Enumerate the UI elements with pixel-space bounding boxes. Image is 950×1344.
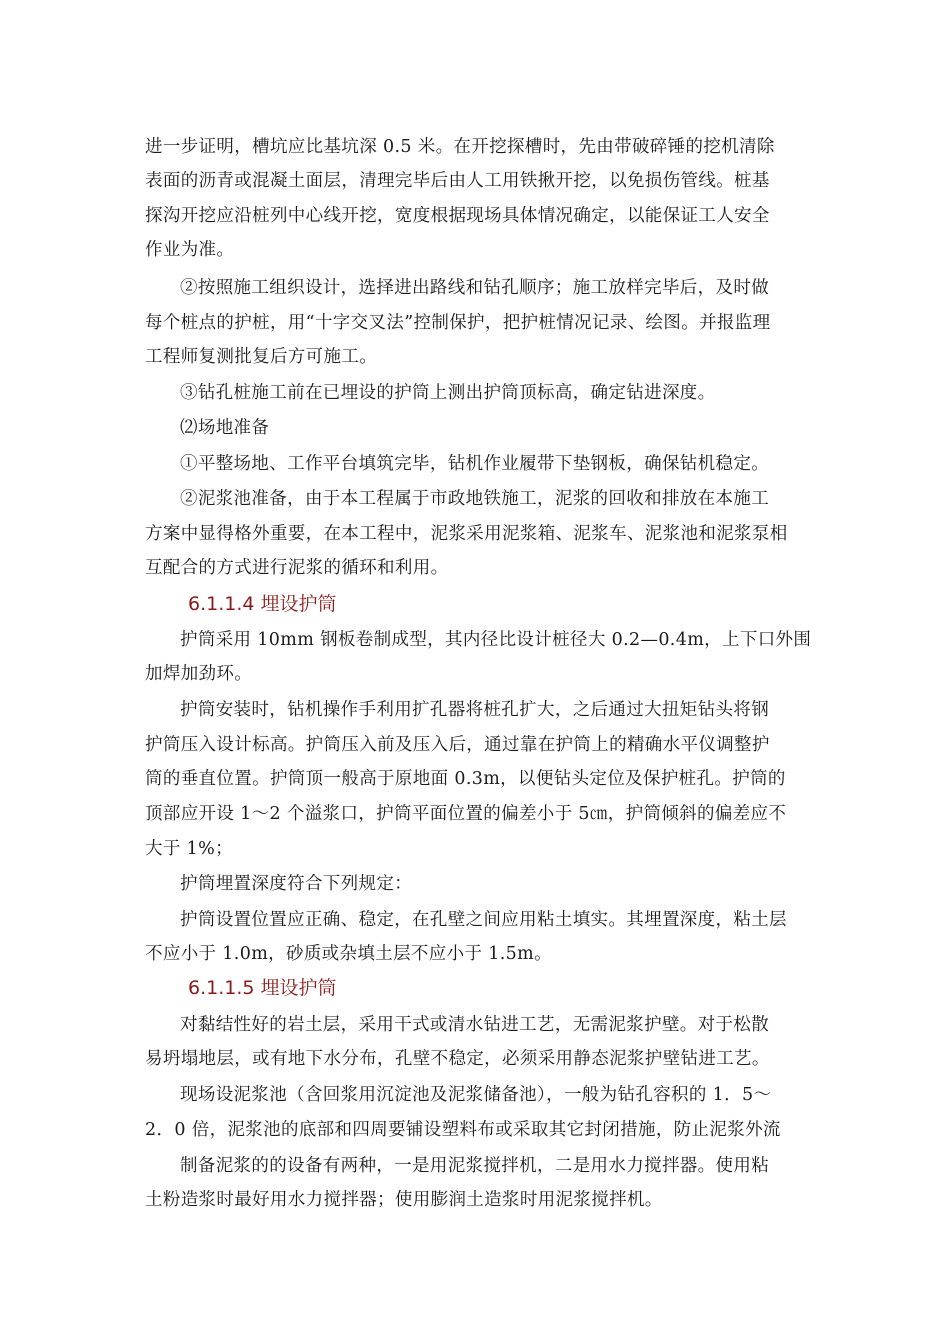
- paragraph-line: 互配合的方式进行泥浆的循环和利用。: [145, 558, 449, 578]
- paragraph-line: 表面的沥青或混凝土面层，清理完毕后由人工用铁揪开挖，以免损伤管线。桩基: [145, 171, 770, 191]
- section-heading: 6.1.1.4 埋设护筒: [188, 593, 337, 615]
- paragraph-line: 顶部应开设 1～2 个溢浆口，护筒平面位置的偏差小于 5㎝，护筒倾斜的偏差应不: [145, 804, 787, 824]
- paragraph-line: ①平整场地、工作平台填筑完毕，钻机作业履带下垫钢板，确保钻机稳定。: [180, 454, 770, 474]
- paragraph-line: 进一步证明，槽坑应比基坑深 0.5 米。在开挖探槽时，先由带破碎锤的挖机清除: [145, 137, 775, 157]
- paragraph-line: 工程师复测批复后方可施工。: [145, 347, 378, 367]
- paragraph-line: 每个桩点的护桩，用“十字交叉法”控制保护，把护桩情况记录、绘图。并报监理: [145, 313, 771, 333]
- paragraph-line: ②按照施工组织设计，选择进出路线和钻孔顺序；施工放样完毕后，及时做: [180, 278, 770, 298]
- paragraph-line: 探沟开挖应沿桩列中心线开挖，宽度根据现场具体情况确定，以能保证工人安全: [145, 206, 770, 226]
- section-heading: 6.1.1.5 埋设护筒: [188, 977, 337, 999]
- paragraph-line: ③钻孔桩施工前在已埋设的护筒上测出护筒顶标高，确定钻进深度。: [180, 383, 716, 403]
- paragraph-line: 易坍塌地层，或有地下水分布，孔壁不稳定，必须采用静态泥浆护壁钻进工艺。: [145, 1049, 770, 1069]
- paragraph-line: 大于 1%；: [145, 839, 233, 859]
- paragraph-line: 护筒采用 10mm 钢板卷制成型，其内径比设计桩径大 0.2—0.4m，上下口外围: [180, 630, 812, 650]
- paragraph-line: 护筒安装时，钻机操作手利用扩孔器将桩孔扩大，之后通过大扭矩钻头将钢: [180, 700, 770, 720]
- paragraph-line: 对黏结性好的岩土层，采用干式或清水钻进工艺，无需泥浆护壁。对于松散: [180, 1015, 770, 1035]
- paragraph-line: 现场设泥浆池（含回浆用沉淀池及泥浆储备池），一般为钻孔容积的 1．5～: [180, 1085, 772, 1105]
- paragraph-line: 加焊加劲环。: [145, 664, 253, 684]
- paragraph-line: 护筒设置位置应正确、稳定，在孔壁之间应用粘土填实。其埋置深度，粘土层: [180, 910, 787, 930]
- paragraph-line: 护筒埋置深度符合下列规定：: [180, 874, 413, 894]
- paragraph-line: 不应小于 1.0m，砂质或杂填土层不应小于 1.5m。: [145, 944, 552, 964]
- paragraph-line: 2．0 倍，泥浆池的底部和四周要铺设塑料布或采取其它封闭措施，防止泥浆外流: [145, 1120, 781, 1140]
- paragraph-line: 方案中显得格外重要，在本工程中，泥浆采用泥浆箱、泥浆车、泥浆池和泥浆泵相: [145, 524, 788, 544]
- paragraph-line: 作业为准。: [145, 240, 235, 260]
- paragraph-line: 土粉造浆时最好用水力搅拌器；使用膨润土造浆时用泥浆搅拌机。: [145, 1190, 663, 1210]
- paragraph-line: 护筒压入设计标高。护筒压入前及压入后，通过靠在护筒上的精确水平仪调整护: [145, 735, 770, 755]
- paragraph-line: 制备泥浆的的设备有两种，一是用泥浆搅拌机，二是用水力搅拌器。使用粘: [180, 1156, 770, 1176]
- section-subtitle: ⑵场地准备: [180, 418, 270, 438]
- paragraph-line: ②泥浆池准备，由于本工程属于市政地铁施工，泥浆的回收和排放在本施工: [180, 489, 770, 509]
- paragraph-line: 筒的垂直位置。护筒顶一般高于原地面 0.3m，以便钻头定位及保护桩孔。护筒的: [145, 769, 786, 789]
